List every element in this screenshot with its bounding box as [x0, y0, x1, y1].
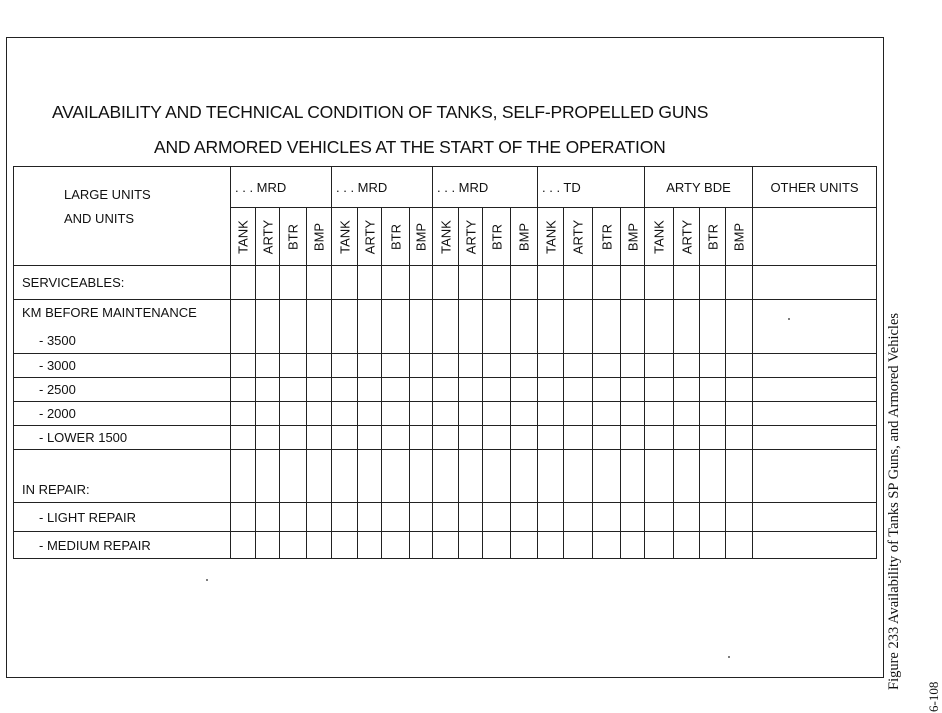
table-cell [358, 426, 382, 450]
row-label-lower-1500: - LOWER 1500 [14, 426, 231, 450]
table-cell [358, 450, 382, 503]
table-cell [459, 503, 483, 532]
subcol-bmp: BMP [410, 208, 433, 266]
table-cell [231, 426, 256, 450]
subcol-tank: TANK [231, 208, 256, 266]
table-cell [621, 450, 645, 503]
table-cell [621, 266, 645, 300]
table-cell [307, 354, 332, 378]
table-cell [382, 354, 410, 378]
subcol-btr: BTR [382, 208, 410, 266]
table-cell [410, 402, 433, 426]
table-cell [256, 503, 280, 532]
row-label-2500: - 2500 [14, 378, 231, 402]
table-cell [483, 450, 511, 503]
table-cell [483, 354, 511, 378]
row-label-serviceables: SERVICEABLES: [14, 266, 231, 300]
table-cell [645, 450, 674, 503]
table-cell [332, 378, 358, 402]
table-cell [645, 354, 674, 378]
table-cell [332, 300, 358, 354]
subcol-bmp: BMP [307, 208, 332, 266]
table-cell [280, 426, 307, 450]
table-cell [674, 503, 700, 532]
table-cell [358, 378, 382, 402]
table-cell [410, 450, 433, 503]
table-row [14, 402, 877, 426]
table-cell [307, 378, 332, 402]
row-label-in-repair: IN REPAIR: [14, 450, 231, 503]
table-cell [753, 378, 877, 402]
table-cell [256, 450, 280, 503]
table-cell [280, 354, 307, 378]
table-cell [256, 402, 280, 426]
table-cell [645, 300, 674, 354]
table-cell [307, 532, 332, 559]
table-cell [332, 532, 358, 559]
table-cell [700, 378, 726, 402]
table-cell [307, 426, 332, 450]
subcol-btr: BTR [483, 208, 511, 266]
table-cell [231, 378, 256, 402]
table-cell [256, 300, 280, 354]
table-cell [280, 532, 307, 559]
table-cell [511, 378, 538, 402]
table-cell [433, 503, 459, 532]
table-cell [621, 402, 645, 426]
table-cell [511, 300, 538, 354]
table-cell [231, 266, 256, 300]
table-cell [538, 532, 564, 559]
table-cell [332, 402, 358, 426]
table-cell [564, 532, 593, 559]
table-cell [256, 266, 280, 300]
table-cell [700, 503, 726, 532]
subcol-tank: TANK [645, 208, 674, 266]
table-cell [593, 378, 621, 402]
table-cell [593, 532, 621, 559]
table-cell [511, 354, 538, 378]
table-cell [674, 378, 700, 402]
table-cell [726, 450, 753, 503]
table-cell [256, 426, 280, 450]
table-cell [726, 532, 753, 559]
table-cell [231, 354, 256, 378]
table-cell [410, 354, 433, 378]
table-cell [726, 354, 753, 378]
group-mrd-3: . . . MRD [433, 167, 538, 208]
table-cell [511, 450, 538, 503]
table-cell [382, 503, 410, 532]
table-cell [382, 300, 410, 354]
table-cell [645, 266, 674, 300]
table-cell [307, 450, 332, 503]
table-cell [753, 300, 877, 354]
table-cell [538, 450, 564, 503]
table-cell [674, 300, 700, 354]
table-cell [358, 532, 382, 559]
table-cell [433, 426, 459, 450]
table-cell [256, 354, 280, 378]
table-cell [511, 266, 538, 300]
subcol-tank: TANK [538, 208, 564, 266]
km-before-text: KM BEFORE MAINTENANCE [22, 305, 197, 320]
table-cell [621, 354, 645, 378]
table-cell [332, 354, 358, 378]
table-cell [700, 426, 726, 450]
table-cell [483, 532, 511, 559]
table-cell [280, 300, 307, 354]
table-cell [645, 378, 674, 402]
table-cell [483, 300, 511, 354]
table-cell [231, 503, 256, 532]
units-header-cell [14, 167, 231, 266]
table-cell [593, 266, 621, 300]
table-cell [410, 426, 433, 450]
table-cell [726, 266, 753, 300]
table-cell [700, 532, 726, 559]
table-cell [511, 426, 538, 450]
table-cell [511, 532, 538, 559]
subcol-arty: ARTY [358, 208, 382, 266]
table-cell [332, 426, 358, 450]
table-cell [564, 503, 593, 532]
table-cell [674, 266, 700, 300]
table-cell [231, 300, 256, 354]
table-cell [564, 450, 593, 503]
row-label-km-before-maintenance [14, 300, 231, 354]
subcol-bmp: BMP [621, 208, 645, 266]
table-cell [382, 426, 410, 450]
table-cell [410, 503, 433, 532]
table-row [14, 503, 877, 532]
table-cell [307, 402, 332, 426]
table-cell [433, 450, 459, 503]
subcol-btr: BTR [280, 208, 307, 266]
table-cell [564, 300, 593, 354]
subcol-arty: ARTY [256, 208, 280, 266]
table-cell [459, 354, 483, 378]
table-cell [753, 402, 877, 426]
table-cell [726, 402, 753, 426]
table-cell [538, 378, 564, 402]
page-number: 6-108 [926, 681, 941, 712]
table-cell [564, 402, 593, 426]
table-cell [511, 503, 538, 532]
group-mrd-1: . . . MRD [231, 167, 332, 208]
table-cell [280, 402, 307, 426]
table-cell [753, 450, 877, 503]
table-cell [700, 450, 726, 503]
table-cell [332, 450, 358, 503]
table-cell [674, 532, 700, 559]
table-cell [564, 266, 593, 300]
subcol-btr: BTR [593, 208, 621, 266]
table-cell [280, 450, 307, 503]
table-cell [726, 300, 753, 354]
table-cell [256, 378, 280, 402]
subcol-arty: ARTY [459, 208, 483, 266]
row-label-light-repair: - LIGHT REPAIR [14, 503, 231, 532]
table-cell [332, 266, 358, 300]
table-cell [593, 503, 621, 532]
table-cell [538, 354, 564, 378]
table-cell [280, 378, 307, 402]
table-cell [753, 354, 877, 378]
availability-table [13, 166, 877, 559]
table-cell [459, 378, 483, 402]
group-header-row [14, 167, 877, 208]
table-cell [593, 450, 621, 503]
table-cell [674, 354, 700, 378]
table-cell [593, 354, 621, 378]
table-cell [358, 354, 382, 378]
group-arty-bde: ARTY BDE [645, 167, 753, 208]
table-cell [674, 450, 700, 503]
table-cell [459, 266, 483, 300]
scan-speck [728, 656, 730, 658]
table-cell [700, 266, 726, 300]
table-cell [483, 402, 511, 426]
table-cell [410, 532, 433, 559]
km-3500-text: - 3500 [39, 333, 76, 348]
table-cell [593, 300, 621, 354]
table-row [14, 354, 877, 378]
table-cell [621, 426, 645, 450]
table-cell [726, 378, 753, 402]
table-cell [538, 426, 564, 450]
table-cell [538, 300, 564, 354]
subcol-bmp: BMP [511, 208, 538, 266]
table-row [14, 450, 877, 503]
table-cell [564, 354, 593, 378]
table-cell [674, 426, 700, 450]
table-cell [459, 402, 483, 426]
subcol-other-blank [753, 208, 877, 266]
subcol-arty: ARTY [674, 208, 700, 266]
table-cell [358, 503, 382, 532]
table-cell [700, 354, 726, 378]
units-label-line-1: LARGE UNITS [64, 187, 151, 202]
scan-speck [788, 318, 790, 320]
table-cell [564, 378, 593, 402]
row-label-medium-repair: - MEDIUM REPAIR [14, 532, 231, 559]
table-cell [433, 532, 459, 559]
table-title-line-2: AND ARMORED VEHICLES AT THE START OF THE OPERATION [154, 137, 666, 157]
table-cell [753, 503, 877, 532]
table-row [14, 378, 877, 402]
table-cell [538, 266, 564, 300]
table-cell [621, 378, 645, 402]
subcol-arty: ARTY [564, 208, 593, 266]
table-cell [700, 402, 726, 426]
units-label-line-2: AND UNITS [64, 211, 135, 226]
group-td: . . . TD [538, 167, 645, 208]
table-cell [483, 503, 511, 532]
table-cell [358, 402, 382, 426]
table-cell [621, 503, 645, 532]
table-cell [358, 300, 382, 354]
table-cell [459, 450, 483, 503]
table-title-line-1: AVAILABILITY AND TECHNICAL CONDITION OF TANKS, SELF-PROPELLED GUNS [52, 102, 709, 122]
table-cell [256, 532, 280, 559]
table-cell [433, 378, 459, 402]
table-cell [645, 426, 674, 450]
table-cell [483, 378, 511, 402]
table-cell [459, 532, 483, 559]
table-row [14, 426, 877, 450]
table-cell [382, 450, 410, 503]
table-cell [753, 266, 877, 300]
subcol-tank: TANK [433, 208, 459, 266]
figure-caption: Figure 233 Availability of Tanks SP Guns, and Armored Vehicles [886, 312, 902, 690]
table-cell [593, 402, 621, 426]
row-label-2000: - 2000 [14, 402, 231, 426]
table-cell [753, 532, 877, 559]
subcol-bmp: BMP [726, 208, 753, 266]
table-row [14, 300, 877, 354]
table-cell [726, 503, 753, 532]
group-mrd-2: . . . MRD [332, 167, 433, 208]
table-cell [410, 300, 433, 354]
subcol-tank: TANK [332, 208, 358, 266]
table-row [14, 532, 877, 559]
table-cell [700, 300, 726, 354]
table-row [14, 266, 877, 300]
table-cell [433, 266, 459, 300]
table-cell [433, 300, 459, 354]
table-cell [231, 450, 256, 503]
table-cell [645, 402, 674, 426]
table-cell [621, 300, 645, 354]
table-cell [231, 402, 256, 426]
table-cell [645, 532, 674, 559]
table-cell [511, 402, 538, 426]
table-cell [593, 426, 621, 450]
table-cell [538, 503, 564, 532]
table-cell [307, 300, 332, 354]
table-cell [621, 532, 645, 559]
table-cell [483, 426, 511, 450]
table-cell [382, 402, 410, 426]
table-cell [459, 300, 483, 354]
table-cell [382, 378, 410, 402]
scan-speck [206, 579, 208, 581]
table-cell [280, 266, 307, 300]
table-cell [538, 402, 564, 426]
table-cell [410, 266, 433, 300]
table-cell [358, 266, 382, 300]
table-cell [307, 503, 332, 532]
table-cell [483, 266, 511, 300]
table-cell [280, 503, 307, 532]
table-cell [645, 503, 674, 532]
table-cell [382, 266, 410, 300]
table-cell [382, 532, 410, 559]
table-cell [564, 426, 593, 450]
table-cell [674, 402, 700, 426]
table-cell [307, 266, 332, 300]
subcol-btr: BTR [700, 208, 726, 266]
table-cell [410, 378, 433, 402]
table-cell [753, 426, 877, 450]
table-cell [332, 503, 358, 532]
table-cell [231, 532, 256, 559]
table-cell [433, 402, 459, 426]
row-label-3000: - 3000 [14, 354, 231, 378]
group-other-units: OTHER UNITS [753, 167, 877, 208]
table-cell [726, 426, 753, 450]
table-cell [459, 426, 483, 450]
table-cell [433, 354, 459, 378]
